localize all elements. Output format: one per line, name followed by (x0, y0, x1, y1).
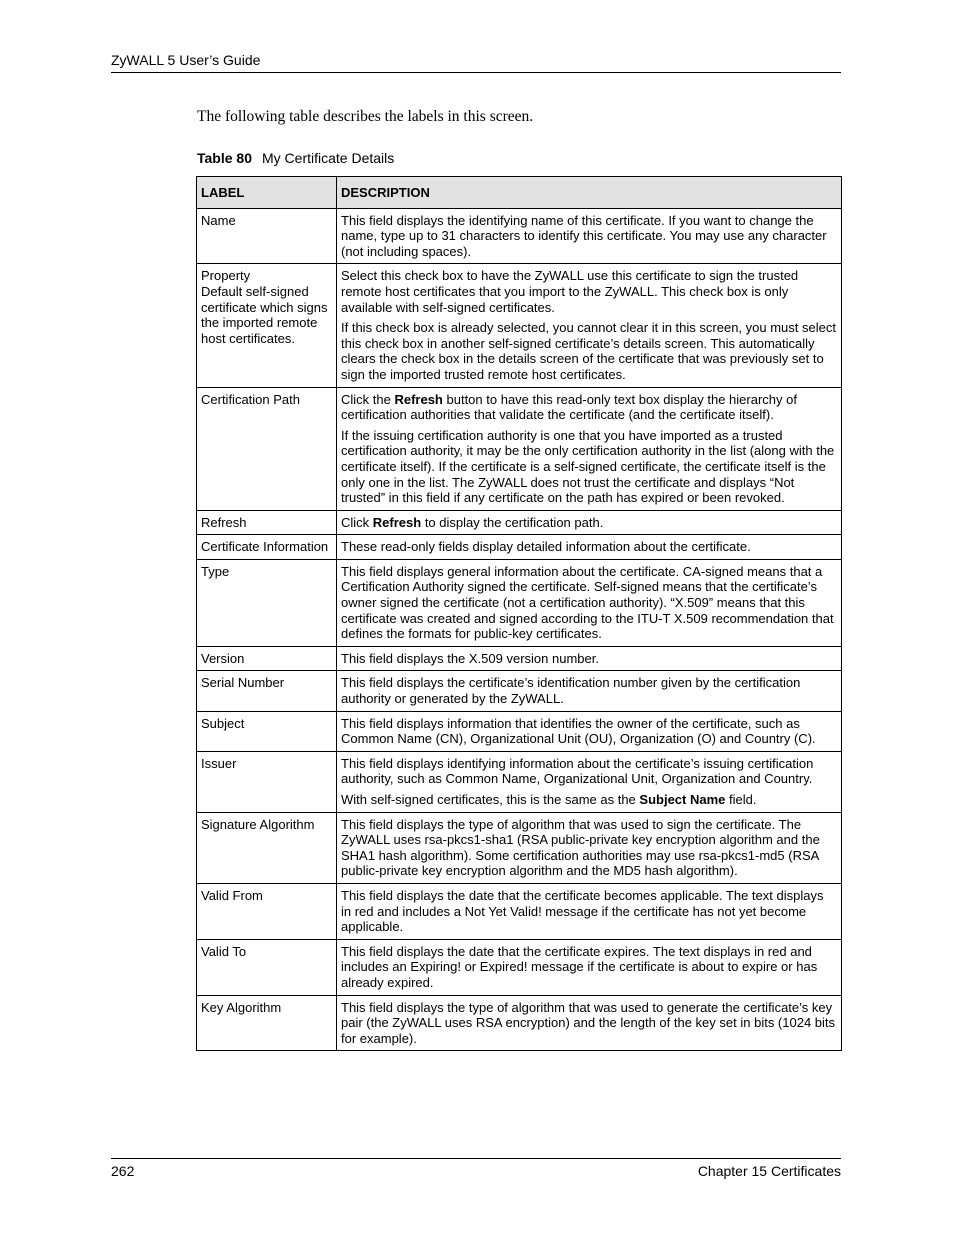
table-row (197, 751, 842, 812)
table-row (197, 711, 842, 751)
guide-title: ZyWALL 5 User’s Guide (111, 52, 261, 68)
table-row (197, 559, 842, 646)
table-header-row (197, 177, 842, 209)
table-row (197, 939, 842, 995)
description-paragraph: This field displays identifying information about the certificate’s issuing certification authority, such as Common Name, Organizational Unit, Organization and Country. (341, 755, 814, 787)
table-caption (197, 149, 394, 167)
row-label: Property Default self-signed certificate which signs the imported remote host certificates. (197, 264, 337, 387)
row-description (337, 535, 842, 560)
row-description (337, 387, 842, 510)
page-header (111, 52, 841, 73)
row-description (337, 559, 842, 646)
table-row (197, 883, 842, 939)
page-footer (111, 1158, 841, 1179)
description-paragraph: This field displays the certificate’s identification number given by the certification authority or generated by the ZyWALL. (341, 675, 801, 707)
table-row (197, 812, 842, 883)
table-row (197, 671, 842, 711)
page-number: 262 (111, 1163, 135, 1179)
row-description (337, 510, 842, 535)
row-label: Type (197, 559, 337, 646)
label-column-header: LABEL (197, 177, 337, 209)
row-description (337, 671, 842, 711)
table-body (197, 208, 842, 1051)
description-paragraph: This field displays information that identifies the owner of the certificate, such as Common Name (CN), Organizational Unit (OU), Organization (O) and Country (C). (341, 715, 816, 747)
row-description (337, 995, 842, 1051)
row-label: Valid From (197, 883, 337, 939)
row-description (337, 812, 842, 883)
table-row (197, 510, 842, 535)
description-paragraph: Click the Refresh button to have this read-only text box display the hierarchy of certification authorities that validate the certificate (and the certificate itself). (341, 391, 797, 423)
row-label: Key Algorithm (197, 995, 337, 1051)
row-description (337, 751, 842, 812)
description-paragraph: This field displays the date that the certificate becomes applicable. The text displays in red and includes a Not Yet Valid! message if the certificate has not yet become applicable. (341, 887, 824, 935)
description-paragraph: This field displays the identifying name of this certificate. If you want to change the name, type up to 31 characters to identify this certificate. You may use any character (not including spaces). (341, 212, 827, 259)
chapter-title: Chapter 15 Certificates (697, 1163, 841, 1179)
description-paragraph: Select this check box to have the ZyWALL use this certificate to sign the trusted remote host certificates that you import to the ZyWALL. This check box is only available with self-signed certificates. (341, 268, 799, 315)
table-number: Table 80 (197, 150, 252, 166)
description-paragraph: This field displays general information about the certificate. CA-signed means that a Certification Authority signed the certificate. Self-signed means that the certificate’s owner signed the certificate (not a certification authority). “X.509” means that this certificate was created and signed according to the ITU-T X.509 recommendation that defines the formats for public-key certificates. (341, 563, 834, 642)
bold-term: Subject Name (639, 792, 726, 807)
row-label: Refresh (197, 510, 337, 535)
row-label: Issuer (197, 751, 337, 812)
description-paragraph: These read-only fields display detailed information about the certificate. (341, 539, 751, 555)
row-label: Certificate Information (197, 535, 337, 560)
row-label: Version (197, 646, 337, 671)
row-description (337, 883, 842, 939)
description-paragraph: If the issuing certification authority is one that you have imported as a trusted certification authority, it may be the only certification authority in the list (along with the certificate itself). If the certificate is a self-signed certificate, the certificate itself is the only one in the list. The ZyWALL does not trust the certificate and displays “Not trusted” in this field if any certificate on the path has expired or been revoked. (341, 427, 835, 506)
row-label: Subject (197, 711, 337, 751)
row-description (337, 939, 842, 995)
description-paragraph: With self-signed certificates, this is the same as the Subject Name field. (341, 792, 757, 807)
description-paragraph: This field displays the type of algorithm that was used to sign the certificate. The ZyWALL uses rsa-pkcs1-sha1 (RSA public-private key encryption algorithm and the SHA1 hash algorithm). Some certification authorities may use rsa-pkcs1-md5 (RSA public-private key encryption algorithm and the MD5 hash algorithm). (341, 816, 820, 879)
bold-term: Refresh (372, 514, 422, 530)
row-description (337, 711, 842, 751)
row-description (337, 264, 842, 387)
description-paragraph: If this check box is already selected, you cannot clear it in this screen, you must select this check box in another self-signed certificate’s details screen. This automatically clears the check box in the details screen of the certificate that was previously set to sign the imported trusted remote host certificates. (341, 320, 836, 382)
table-row (197, 535, 842, 560)
table-row (197, 995, 842, 1051)
certificate-details-table (196, 176, 842, 1051)
table-title: My Certificate Details (262, 150, 395, 166)
row-description (337, 208, 842, 264)
table-row (197, 646, 842, 671)
description-paragraph: Click Refresh to display the certification path. (341, 514, 604, 530)
description-column-header: DESCRIPTION (337, 177, 842, 209)
row-description (337, 646, 842, 671)
intro-text: The following table describes the labels in this screen. (197, 108, 534, 125)
row-label: Signature Algorithm (197, 812, 337, 883)
row-label: Certification Path (197, 387, 337, 510)
table-row (197, 387, 842, 510)
row-label: Serial Number (197, 671, 337, 711)
table-row (197, 264, 842, 387)
description-paragraph: This field displays the date that the certificate expires. The text displays in red and includes an Expiring! or Expired! message if the certificate is about to expire or has already expired. (341, 943, 818, 990)
description-paragraph: This field displays the X.509 version number. (341, 650, 599, 666)
row-label: Valid To (197, 939, 337, 995)
bold-term: Refresh (394, 391, 443, 407)
row-label: Name (197, 208, 337, 264)
description-paragraph: This field displays the type of algorithm that was used to generate the certificate’s key pair (the ZyWALL uses RSA encryption) and the length of the key set in bits (1024 bits for example). (341, 999, 836, 1046)
table-row (197, 208, 842, 264)
